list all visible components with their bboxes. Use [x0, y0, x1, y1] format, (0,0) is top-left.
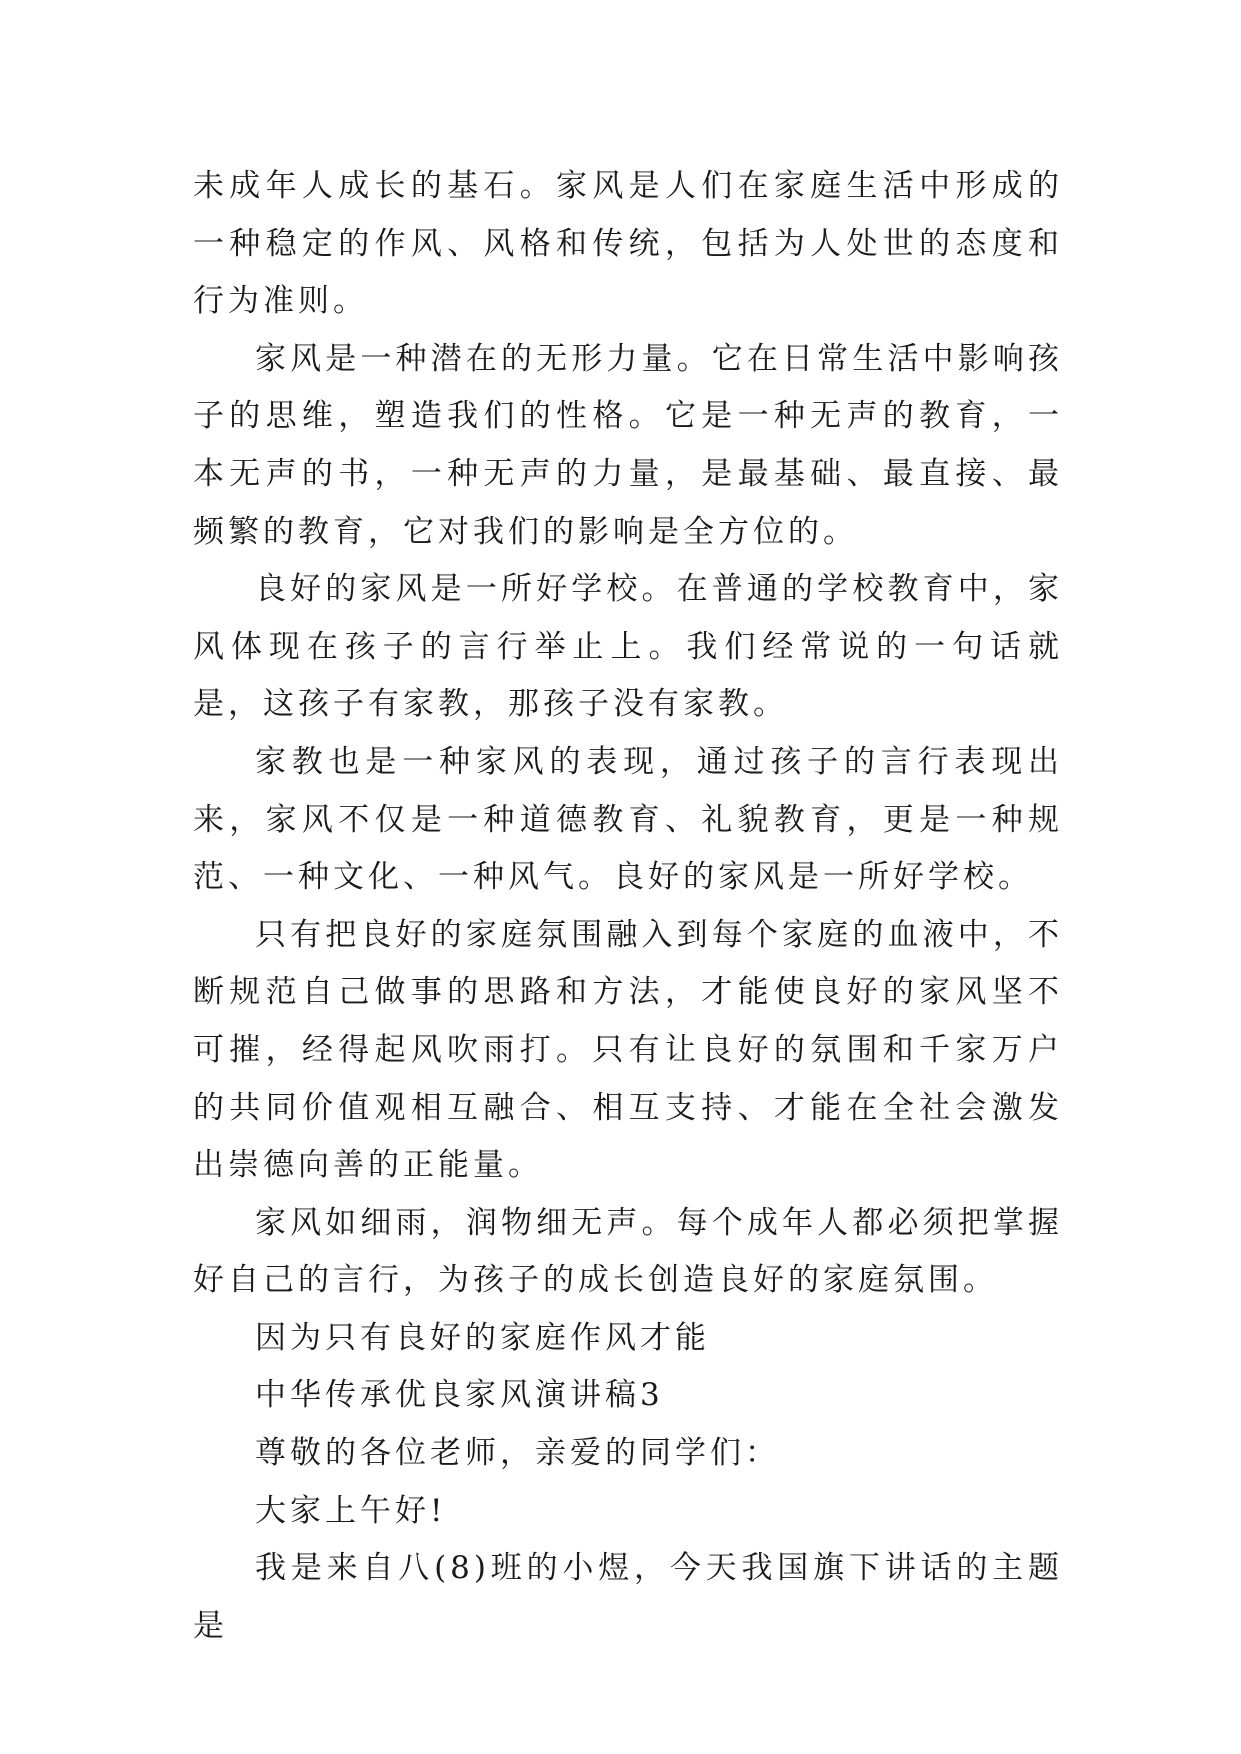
paragraph-6: 家风如细雨，润物细无声。每个成年人都必须把掌握好自己的言行，为孩子的成长创造良好的家庭氛围。	[193, 1204, 1063, 1299]
greeting: 大家上午好!	[255, 1492, 447, 1529]
salutation: 尊敬的各位老师，亲爱的同学们：	[255, 1435, 780, 1472]
paragraph-7: 因为只有良好的家庭作风才能	[255, 1319, 710, 1356]
paragraph-1: 未成年人成长的基石。家风是人们在家庭生活中形成的一种稳定的作风、风格和传统，包括为人处世的态度和行为准则。	[193, 168, 1063, 320]
paragraph-intro: 我是来自八(8)班的小煜，今天我国旗下讲话的主题是	[193, 1550, 1063, 1644]
paragraph-3: 良好的家风是一所好学校。在普通的学校教育中，家风体现在孩子的言行举止上。我们经常说的一句话就是，这孩子有家教，那孩子没有家教。	[193, 571, 1063, 723]
paragraph-5: 只有把良好的家庭氛围融入到每个家庭的血液中，不断规范自己做事的思路和方法，才能使良好的家风坚不可摧，经得起风吹雨打。只有让良好的氛围和千家万户的共同价值观相互融合、相互支持、才能在全社会激发出崇德向善的正能量。	[193, 916, 1063, 1184]
paragraph-2: 家风是一种潜在的无形力量。它在日常生活中影响孩子的思维，塑造我们的性格。它是一种无声的教育，一本无声的书，一种无声的力量，是最基础、最直接、最频繁的教育，它对我们的影响是全方位的。	[193, 340, 1063, 550]
speech-title: 中华传承优良家风演讲稿3	[255, 1377, 664, 1414]
document-body	[193, 158, 1063, 1655]
paragraph-4: 家教也是一种家风的表现，通过孩子的言行表现出来，家风不仅是一种道德教育、礼貌教育，更是一种规范、一种文化、一种风气。良好的家风是一所好学校。	[193, 743, 1063, 896]
